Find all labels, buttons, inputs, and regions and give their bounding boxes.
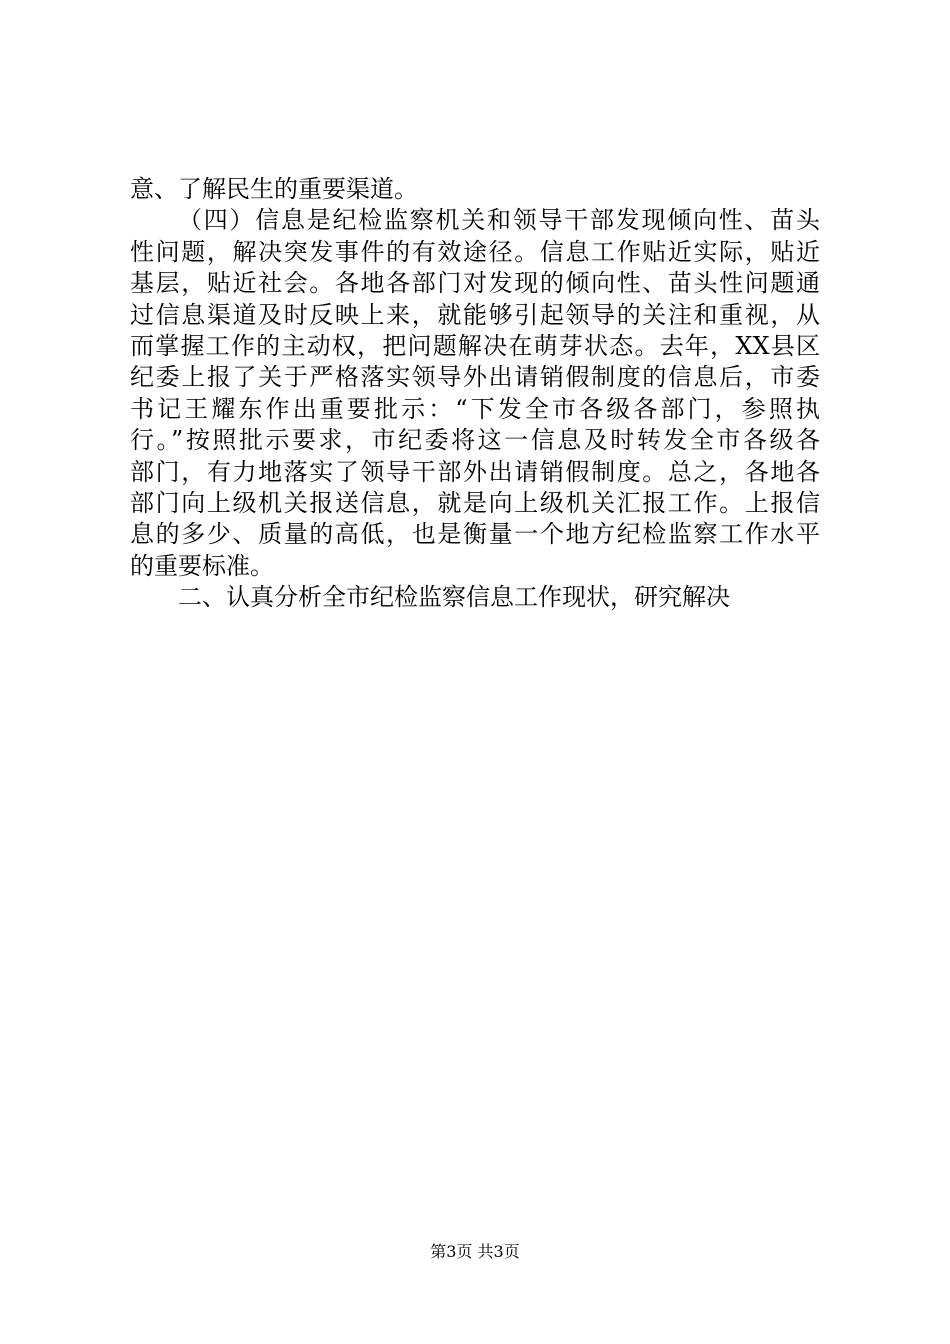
- paragraph-line: 行。”按照批示要求，市纪委将这一信息及时转发全市各级各: [130, 426, 820, 455]
- paragraph-line: 部门向上级机关报送信息，就是向上级机关汇报工作。上报信: [130, 488, 820, 517]
- paragraph-line: 而掌握工作的主动权，把问题解决在萌芽状态。去年，XX县区: [130, 331, 820, 360]
- paragraph-line: 性问题，解决突发事件的有效途径。信息工作贴近实际，贴近: [130, 237, 820, 266]
- paragraph-line: 意、了解民生的重要渠道。: [130, 175, 418, 203]
- paragraph-line: 过信息渠道及时反映上来，就能够引起领导的关注和重视，从: [130, 300, 820, 329]
- paragraph-line: （四）信息是纪检监察机关和领导干部发现倾向性、苗头: [178, 206, 820, 235]
- page-footer: 第3页 共3页: [430, 1242, 520, 1261]
- document-body: [130, 174, 820, 613]
- section-heading: 二、认真分析全市纪检监察信息工作现状，研究解决: [178, 583, 730, 612]
- paragraph-line: 基层，贴近社会。各地各部门对发现的倾向性、苗头性问题通: [130, 269, 820, 298]
- paragraph-line: 纪委上报了关于严格落实领导外出请销假制度的信息后，市委: [130, 363, 820, 392]
- paragraph-line: 的重要标准。: [130, 551, 274, 580]
- paragraph-line: 书记王耀东作出重要批示：“下发全市各级各部门，参照执: [130, 394, 820, 423]
- paragraph-line: 息的多少、质量的高低，也是衡量一个地方纪检监察工作水平: [130, 520, 820, 549]
- paragraph-line: 部门，有力地落实了领导干部外出请销假制度。总之，各地各: [130, 457, 820, 486]
